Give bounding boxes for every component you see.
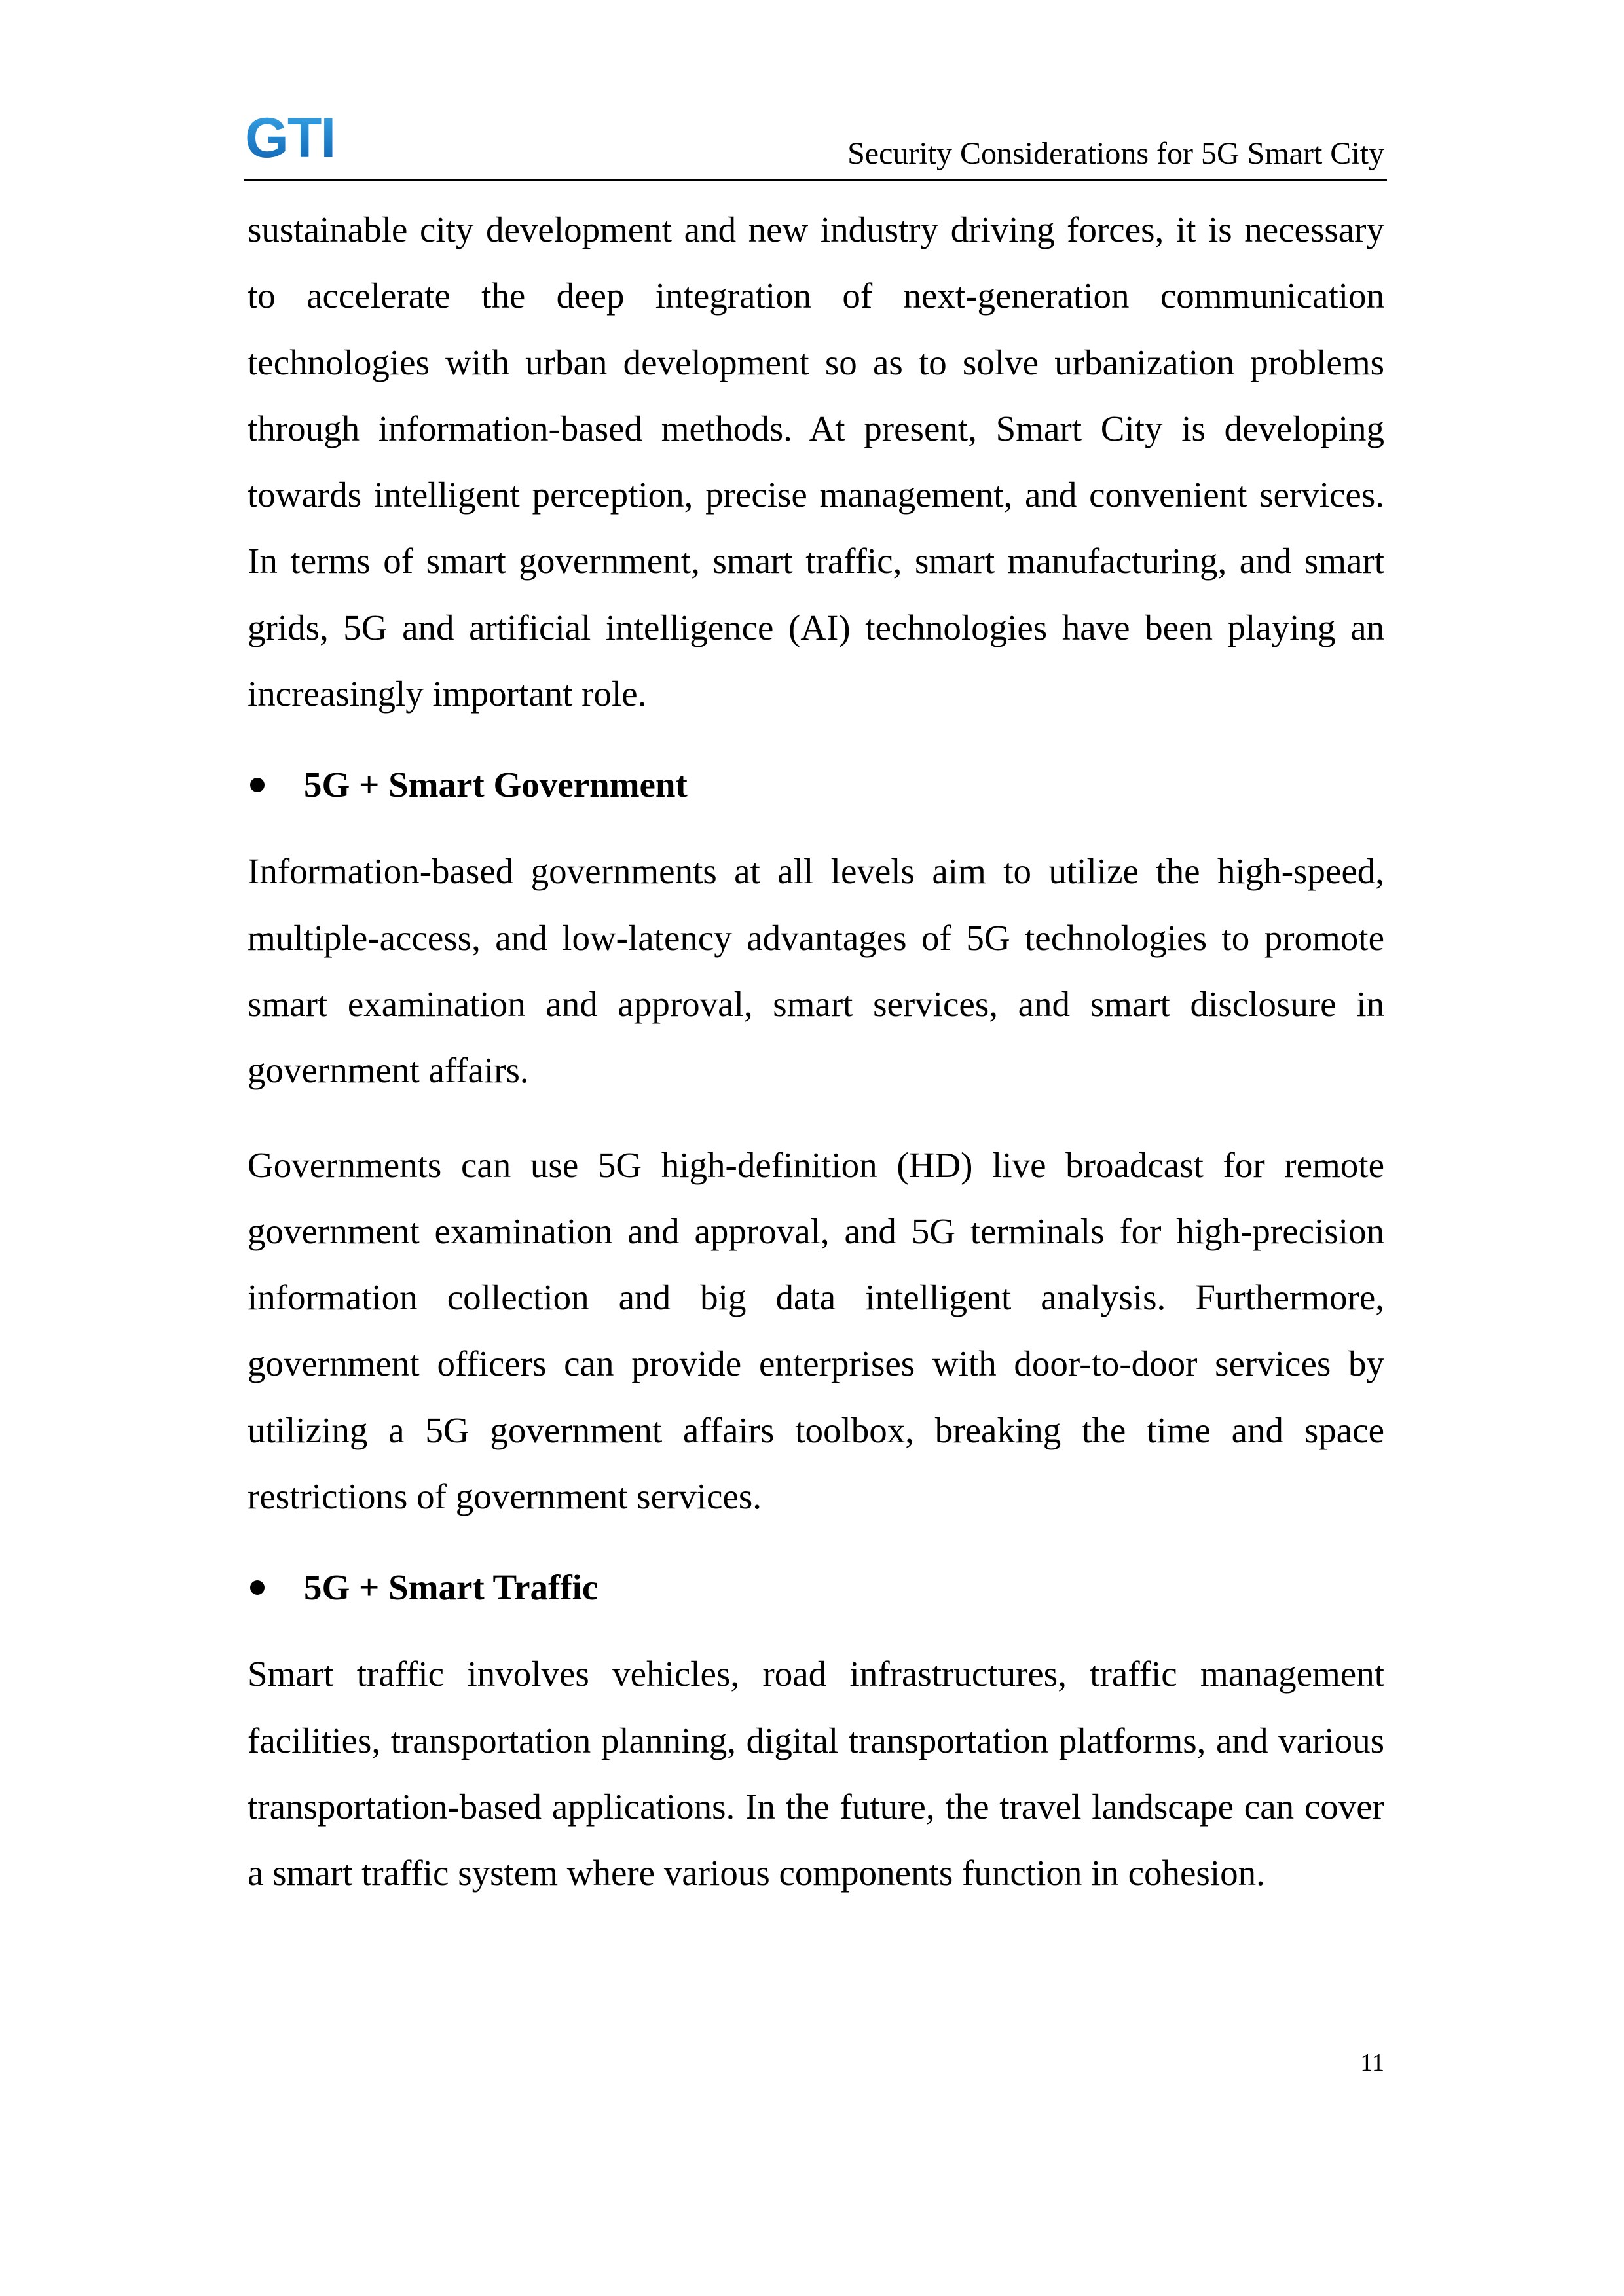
section-heading-smart-government	[248, 752, 1384, 818]
logo-text: GTI	[245, 114, 335, 164]
body-content	[248, 196, 1384, 1906]
page-header	[244, 111, 1387, 181]
bullet-icon	[250, 778, 265, 792]
section-heading-smart-traffic	[248, 1554, 1384, 1620]
document-title: Security Considerations for 5G Smart City	[847, 136, 1384, 171]
paragraph-smart-government-2: Governments can use 5G high-definition (HD) live broadcast for remote government examination and approval, and 5G terminals for high-precision information collection and big data intelligent analysis. Furthermore, government officers can provide enterprises with door-to-door services by utilizing a 5G government affairs toolbox, breaking the time and space restrictions of government services.	[248, 1144, 1384, 1517]
bullet-icon	[250, 1580, 265, 1595]
gti-logo	[245, 114, 350, 164]
page-number: 11	[1360, 2049, 1384, 2077]
paragraph-smart-traffic-1: Smart traffic involves vehicles, road infrastructures, traffic management facilities, transportation planning, digital transportation platforms, and various transportation-based applications. In the future, the travel landscape can cover a smart traffic system where various components function in cohesion.	[248, 1654, 1384, 1893]
section-heading-text: 5G + Smart Traffic	[304, 1567, 599, 1608]
intro-paragraph: sustainable city development and new industry driving forces, it is necessary to accelerate the deep integration of next-generation communication technologies with urban development so as to solve urbanization problems through information-based methods. At present, Smart City is developing towards intelligent perception, precise management, and convenient services. In terms of smart government, smart traffic, smart manufacturing, and smart grids, 5G and artificial intelligence (AI) technologies have been playing an increasingly important role.	[248, 210, 1384, 714]
section-heading-text: 5G + Smart Government	[304, 765, 688, 805]
gti-logo-mark	[245, 114, 350, 164]
paragraph-smart-government-1: Information-based governments at all levels aim to utilize the high-speed, multiple-access, and low-latency advantages of 5G technologies to promote smart examination and approval, smart services, and smart disclosure in government affairs.	[248, 851, 1384, 1091]
